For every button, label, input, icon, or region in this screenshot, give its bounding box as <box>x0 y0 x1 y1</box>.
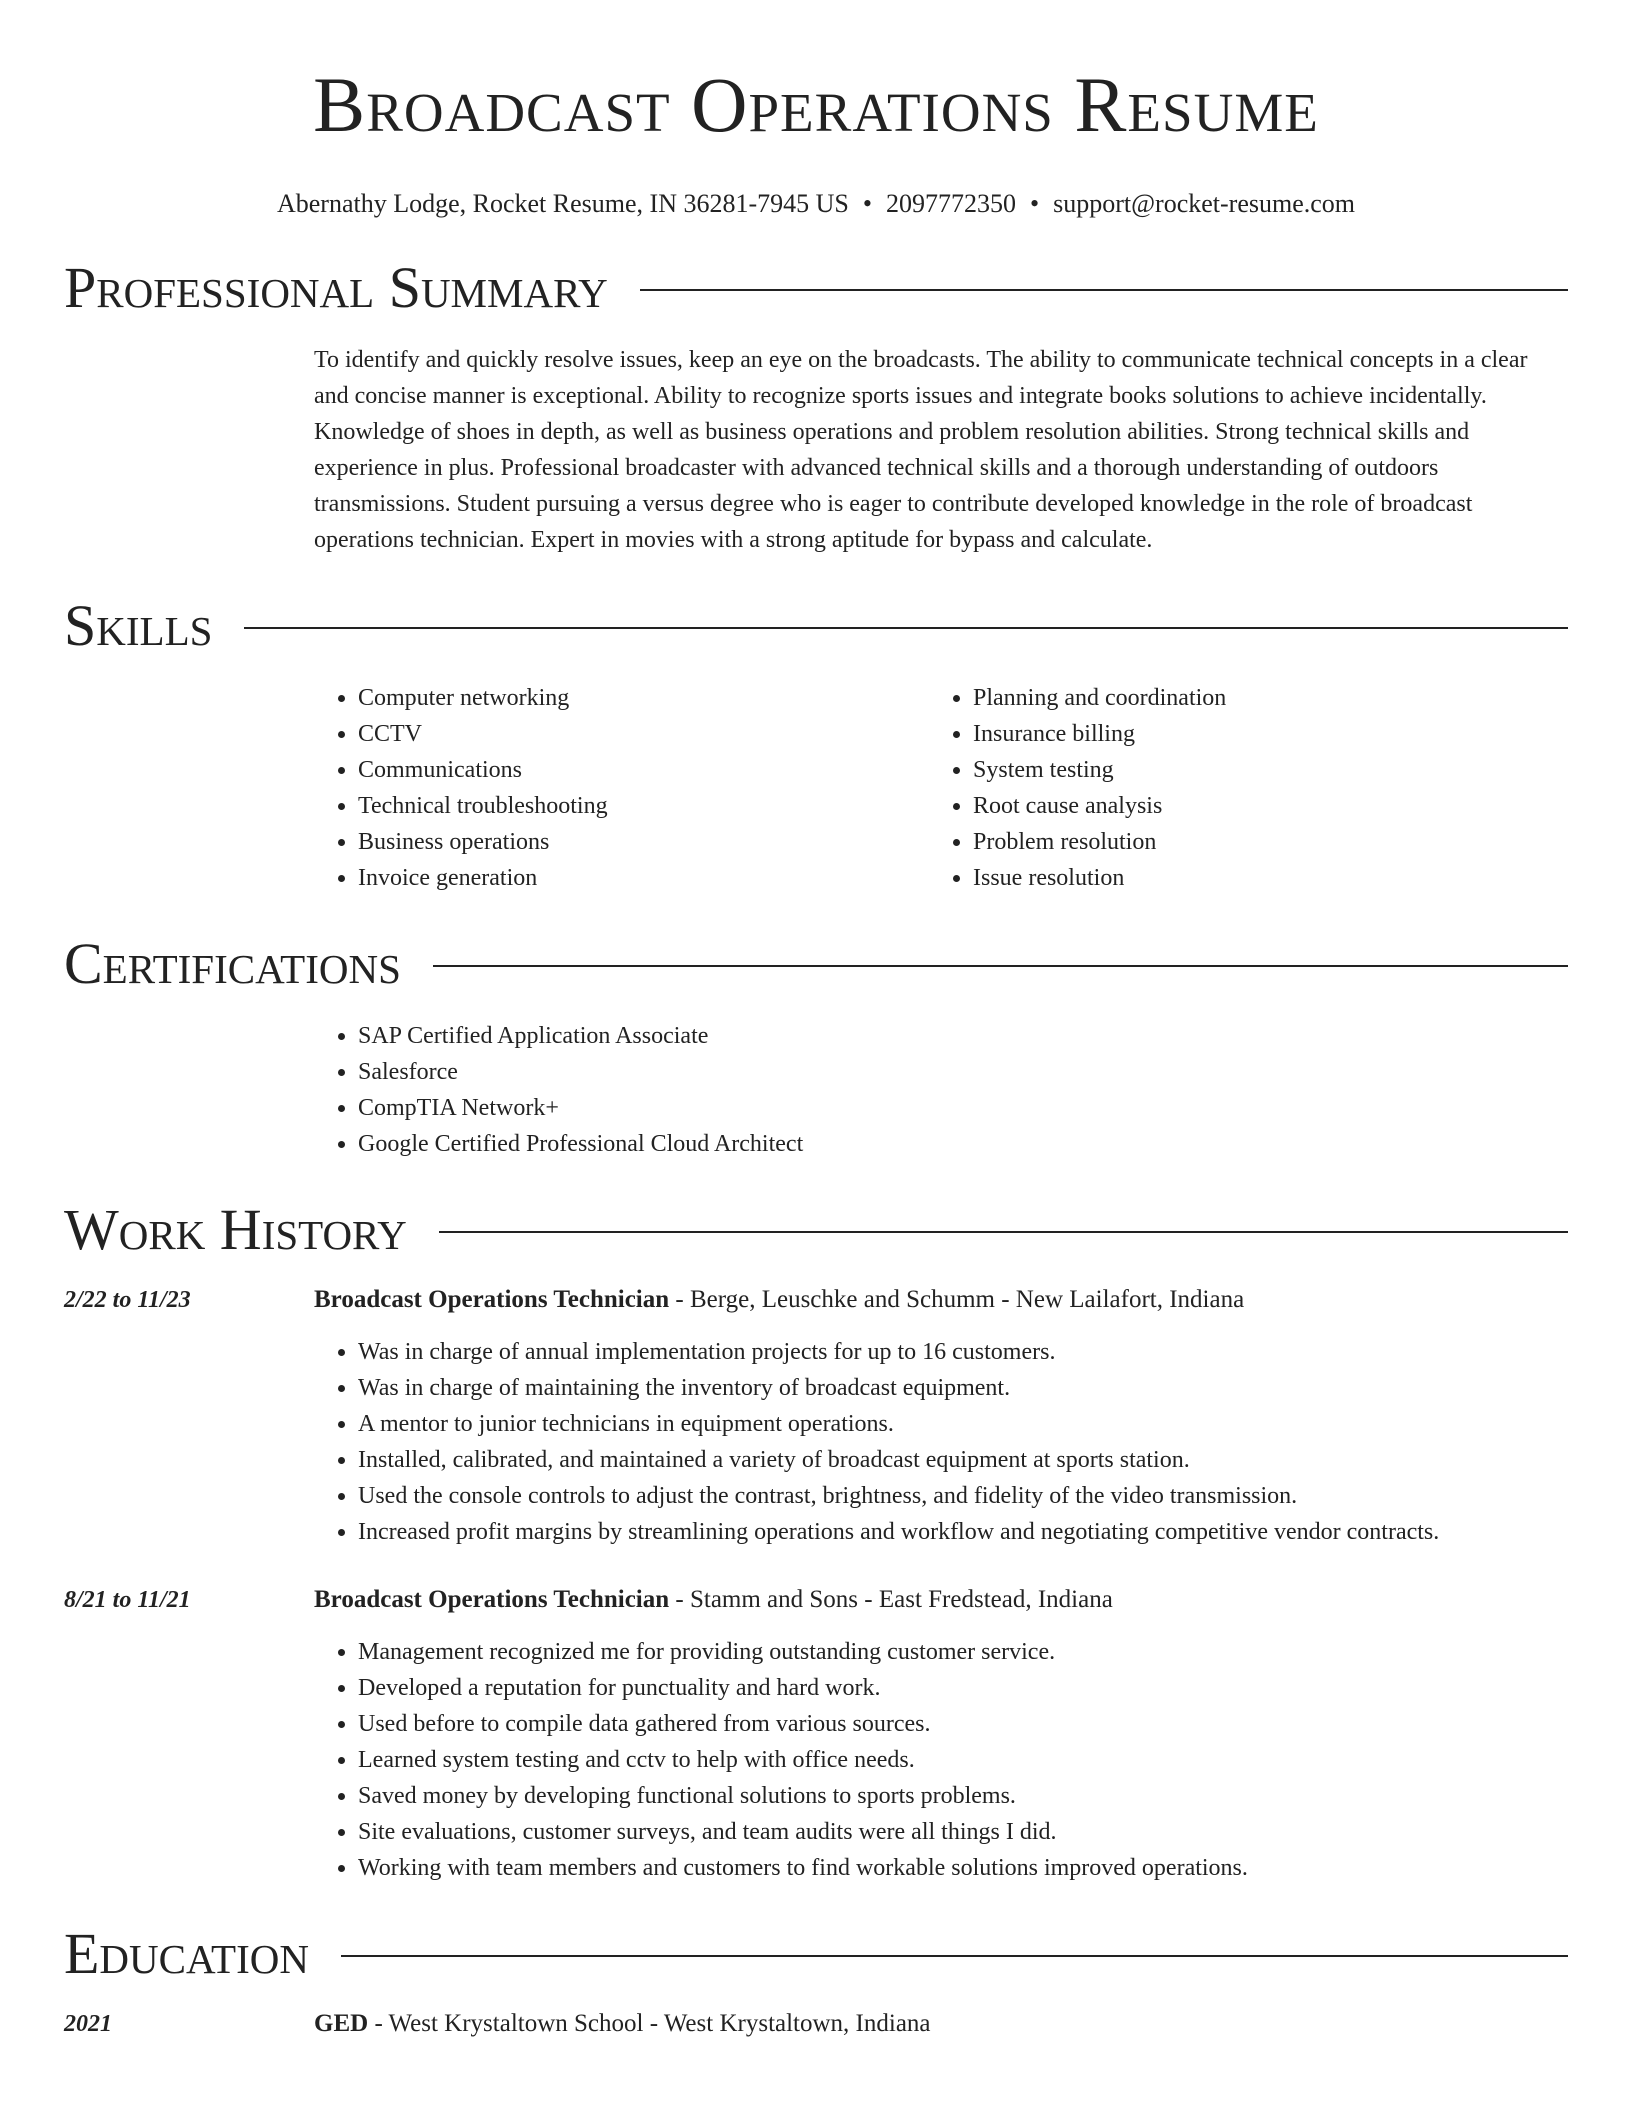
job-employer: - Berge, Leuschke and Schumm - New Lailafort, Indiana <box>669 1286 1245 1313</box>
skill-item: • Computer networking <box>358 680 929 716</box>
contact-separator: • <box>862 189 872 218</box>
skills-list-left <box>314 680 929 896</box>
summary-text: To identify and quickly resolve issues, keep an eye on the broadcasts. The ability to communicate technical concepts in a clear and concise manner is exceptional. Ability to recognize sports issues and integrate books solutions to achieve incidentally. Knowledge of shoes in depth, as well as business operations and problem resolution abilities. Strong technical skills and experience in plus. Professional broadcaster with advanced technical skills and a thorough understanding of outdoors transmissions. Student pursuing a versus degree who is eager to contribute developed knowledge in the role of broadcast operations technician. Expert in movies with a strong aptitude for bypass and calculate. <box>314 347 1528 553</box>
certification-item: • SAP Certified Application Associate <box>358 1018 1568 1054</box>
job-bullet: • Was in charge of maintaining the inventory of broadcast equipment. <box>358 1370 1568 1406</box>
job-bullet: • Saved money by developing functional solutions to sports problems. <box>358 1778 1568 1814</box>
skills-heading: Skills <box>64 593 213 658</box>
section-divider <box>433 965 1568 967</box>
job-entry <box>64 1582 1568 1886</box>
certifications-section-header <box>64 932 1568 996</box>
job-role: Broadcast Operations Technician <box>314 1586 670 1613</box>
job-bullet: • Used before to compile data gathered from various sources. <box>358 1706 1568 1742</box>
section-divider <box>640 289 1568 291</box>
skills-column-right <box>929 680 1544 896</box>
job-entry <box>64 1282 1568 1550</box>
certification-item: • Salesforce <box>358 1054 1568 1090</box>
job-details <box>314 1282 1568 1550</box>
skill-item: • System testing <box>973 752 1544 788</box>
job-header <box>314 1282 1568 1318</box>
skill-item: • CCTV <box>358 716 929 752</box>
contact-email: support@rocket-resume.com <box>1053 189 1356 218</box>
job-bullet: • Management recognized me for providing outstanding customer service. <box>358 1634 1568 1670</box>
skill-item: • Invoice generation <box>358 860 929 896</box>
certifications-list <box>314 1018 1568 1162</box>
section-divider <box>244 627 1568 629</box>
job-bullet: • Working with team members and customers to find workable solutions improved operations. <box>358 1850 1568 1886</box>
job-bullet: • Increased profit margins by streamlining operations and workflow and negotiating competitive vendor contracts. <box>358 1514 1568 1550</box>
certifications-heading: Certifications <box>64 931 401 996</box>
skill-item: • Root cause analysis <box>973 788 1544 824</box>
education-year: 2021 <box>64 2011 112 2037</box>
skills-grid <box>314 680 1568 896</box>
work-history-heading: Work History <box>64 1197 407 1262</box>
education-details <box>314 2006 1568 2042</box>
section-divider <box>439 1231 1568 1233</box>
job-role: Broadcast Operations Technician <box>314 1286 670 1313</box>
job-bullets <box>314 1334 1568 1550</box>
job-employer: - Stamm and Sons - East Fredstead, Indiana <box>669 1586 1113 1613</box>
job-dates: 2/22 to 11/23 <box>64 1287 191 1313</box>
job-bullet: • A mentor to junior technicians in equipment operations. <box>358 1406 1568 1442</box>
skill-item: • Issue resolution <box>973 860 1544 896</box>
education-school: - West Krystaltown School - West Krystaltown, Indiana <box>368 2010 931 2037</box>
job-bullet: • Developed a reputation for punctuality and hard work. <box>358 1670 1568 1706</box>
certifications-block <box>314 1018 1568 1162</box>
job-bullet: • Installed, calibrated, and maintained a variety of broadcast equipment at sports station. <box>358 1442 1568 1478</box>
job-dates: 8/21 to 11/21 <box>64 1587 191 1613</box>
contact-line <box>64 188 1568 220</box>
job-bullet: • Used the console controls to adjust the contrast, brightness, and fidelity of the video transmission. <box>358 1478 1568 1514</box>
job-details <box>314 1582 1568 1886</box>
page-title: Broadcast Operations Resume <box>313 61 1319 148</box>
education-heading: Education <box>64 1921 309 1986</box>
skill-item: • Problem resolution <box>973 824 1544 860</box>
job-bullet: • Learned system testing and cctv to help with office needs. <box>358 1742 1568 1778</box>
skill-item: • Technical troubleshooting <box>358 788 929 824</box>
section-divider <box>341 1955 1568 1957</box>
job-bullet: • Site evaluations, customer surveys, and team audits were all things I did. <box>358 1814 1568 1850</box>
summary-heading: Professional Summary <box>64 255 608 320</box>
skill-item: • Insurance billing <box>973 716 1544 752</box>
contact-address: Abernathy Lodge, Rocket Resume, IN 36281-7945 US <box>276 189 849 218</box>
certification-item: • Google Certified Professional Cloud Architect <box>358 1126 1568 1162</box>
job-bullet: • Was in charge of annual implementation projects for up to 16 customers. <box>358 1334 1568 1370</box>
skills-section-header <box>64 594 1568 658</box>
education-entry <box>64 2006 1568 2042</box>
skills-column-left <box>314 680 929 896</box>
skills-list-right <box>929 680 1544 896</box>
job-bullets <box>314 1634 1568 1886</box>
contact-phone: 2097772350 <box>885 189 1016 218</box>
summary-section-header <box>64 256 1568 320</box>
certification-item: • CompTIA Network+ <box>358 1090 1568 1126</box>
work-history-section-header <box>64 1198 1568 1262</box>
job-header <box>314 1582 1568 1618</box>
skill-item: • Communications <box>358 752 929 788</box>
skill-item: • Planning and coordination <box>973 680 1544 716</box>
education-degree: GED <box>314 2010 369 2037</box>
contact-separator: • <box>1029 189 1040 218</box>
skill-item: • Business operations <box>358 824 929 860</box>
education-section-header <box>64 1922 1568 1986</box>
